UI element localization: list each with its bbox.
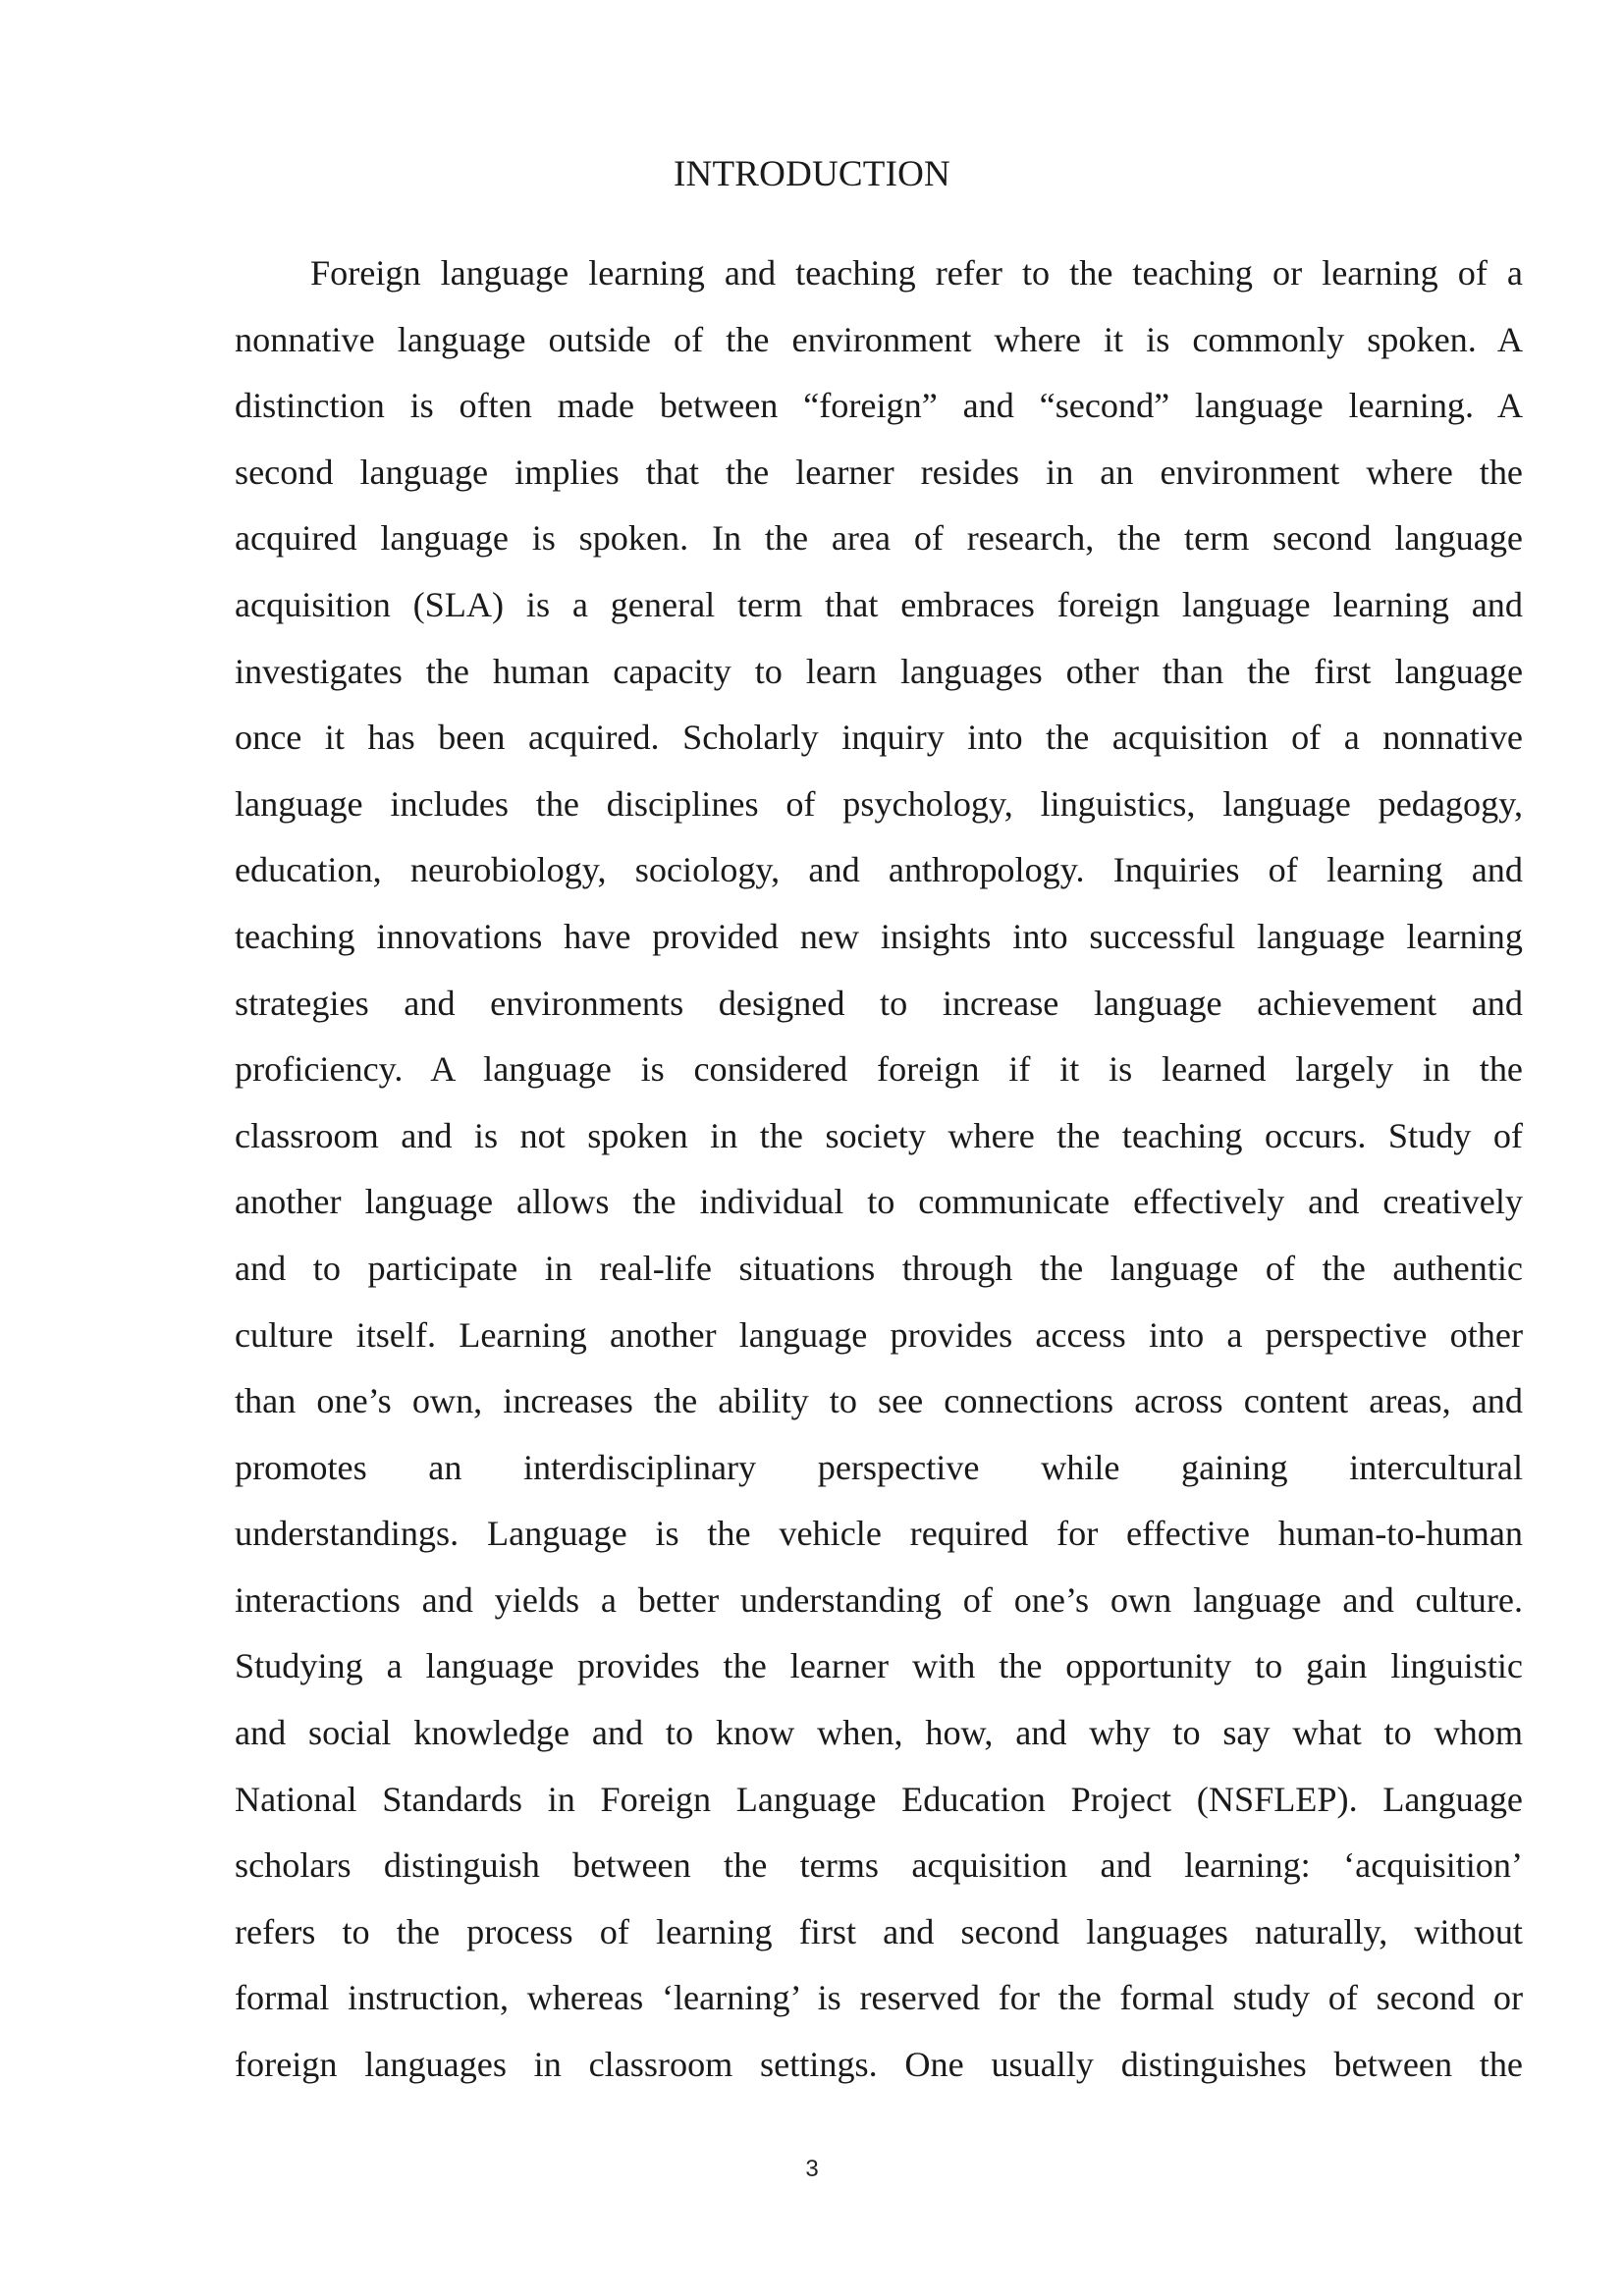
- paragraph-line: teaching innovations have provided new insights into successful language learning: [235, 916, 1523, 956]
- paragraph-line: Studying a language provides the learner with the opportunity to gain linguistic: [235, 1646, 1523, 1686]
- paragraph-line: acquisition (SLA) is a general term that embraces foreign language learning and: [235, 584, 1523, 624]
- paragraph-line: strategies and environments designed to increase language achievement and: [235, 983, 1523, 1023]
- paragraph-line: interactions and yields a better understanding of one’s own language and culture.: [235, 1579, 1523, 1620]
- paragraph-line: language includes the disciplines of psychology, linguistics, language pedagogy,: [235, 783, 1523, 824]
- paragraph-line: once it has been acquired. Scholarly inquiry into the acquisition of a nonnative: [235, 718, 1523, 758]
- paragraph-line: acquired language is spoken. In the area of research, the term second language: [235, 518, 1523, 559]
- paragraph-line: second language implies that the learner resides in an environment where the: [235, 452, 1523, 492]
- paragraph-line: promotes an interdisciplinary perspective while gaining intercultural: [235, 1447, 1523, 1487]
- paragraph-line: and to participate in real-life situations through the language of the authentic: [235, 1248, 1523, 1288]
- paragraph-line: Foreign language learning and teaching refer to the teaching or learning of a: [310, 253, 1523, 293]
- paragraph-line: nonnative language outside of the environment where it is commonly spoken. A: [235, 319, 1523, 359]
- paragraph-line: refers to the process of learning first and second languages naturally, without: [235, 1911, 1523, 1951]
- paragraph-line: distinction is often made between “foreign” and “second” language learning. A: [235, 386, 1523, 426]
- paragraph-line: than one’s own, increases the ability to see connections across content areas, and: [235, 1381, 1523, 1421]
- paragraph-line: another language allows the individual to communicate effectively and creatively: [235, 1182, 1523, 1222]
- paragraph-line: formal instruction, whereas ‘learning’ is reserved for the formal study of second or: [235, 1978, 1523, 2018]
- paragraph-line: scholars distinguish between the terms acquisition and learning: ‘acquisition’: [235, 1845, 1523, 1886]
- paragraph-line: education, neurobiology, sociology, and anthropology. Inquiries of learning and: [235, 850, 1523, 890]
- body-paragraph: [235, 240, 1523, 2099]
- paragraph-line: understandings. Language is the vehicle required for effective human-to-human: [235, 1514, 1523, 1554]
- paragraph-line: National Standards in Foreign Language Education Project (NSFLEP). Language: [235, 1779, 1523, 1819]
- paragraph-line: classroom and is not spoken in the society where the teaching occurs. Study of: [235, 1115, 1523, 1155]
- paragraph-line: and social knowledge and to know when, how, and why to say what to whom: [235, 1713, 1523, 1753]
- page-number: 3: [805, 2156, 819, 2182]
- paragraph-line: proficiency. A language is considered foreign if it is learned largely in the: [235, 1049, 1523, 1090]
- paragraph-line: foreign languages in classroom settings. One usually distinguishes between the: [235, 2045, 1523, 2085]
- paragraph-line: culture itself. Learning another language provides access into a perspective other: [235, 1314, 1523, 1355]
- section-heading: INTRODUCTION: [674, 154, 950, 194]
- paragraph-line: investigates the human capacity to learn languages other than the first language: [235, 651, 1523, 691]
